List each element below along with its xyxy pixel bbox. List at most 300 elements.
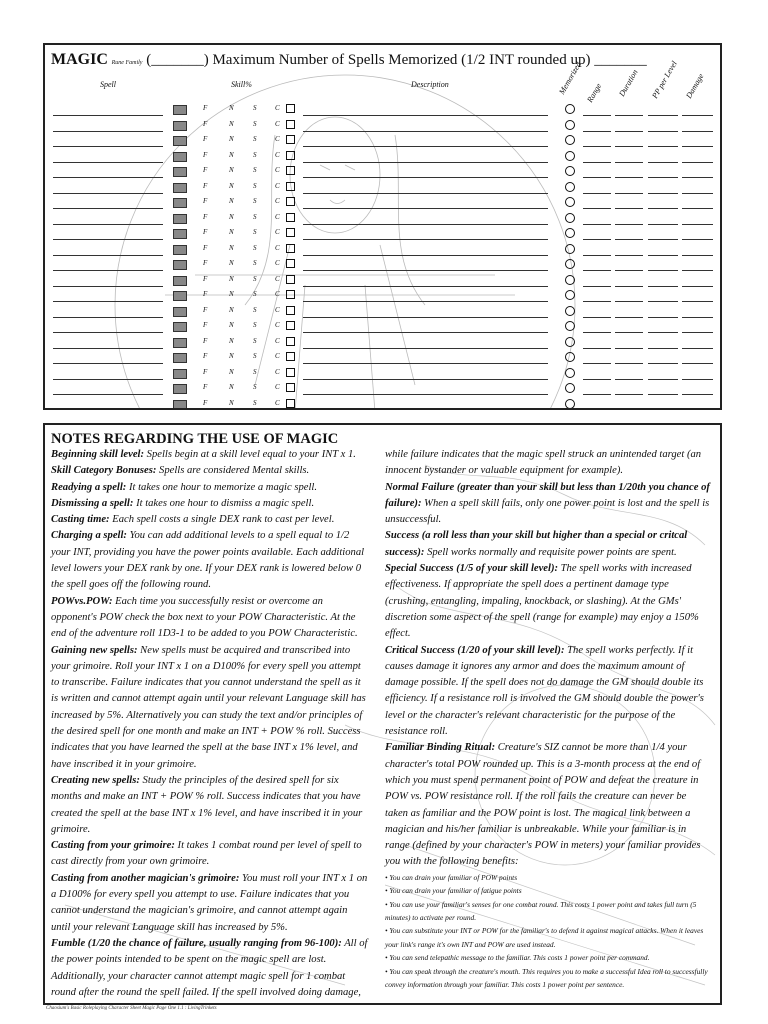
memorized-circle[interactable]: [565, 135, 575, 145]
notes-text: Study the principles of the desired spell for six months and make an INT + POW % roll. Success indicates that you have created the spell at the base INT x 1% level, and have inscribed it in your grimoire.: [51, 774, 363, 835]
row-letter-s: S: [253, 197, 257, 205]
row-letter-f: F: [203, 243, 208, 252]
damage-line[interactable]: [682, 177, 713, 178]
row-letter-n: N: [229, 197, 234, 205]
row-letter-s: S: [253, 135, 257, 143]
range-line[interactable]: [583, 379, 611, 380]
description-line[interactable]: [303, 208, 548, 209]
row-letter-f: F: [203, 104, 208, 112]
duration-line[interactable]: [615, 301, 643, 302]
notes-paragraph: [51, 463, 369, 479]
duration-line[interactable]: [615, 224, 643, 225]
range-line[interactable]: [583, 239, 611, 240]
spell-checkbox[interactable]: [286, 120, 295, 129]
notes-text: It takes one hour to dismiss a magic spell.: [133, 497, 315, 509]
row-letter-f: F: [203, 274, 208, 283]
pp-per-level-line[interactable]: [648, 348, 678, 349]
notes-term: Normal Failure (greater than your skill but less than 1/20th you chance of failure):: [385, 481, 710, 509]
notes-paragraph: [385, 480, 710, 529]
notes-text: The spell works perfectly. If it causes damage it ignores any armor and does the maximum amount of damage possible. If the spell does not do damage the GM should double its efficiency. If a resistance roll is involved the GM should double the power's level or the character's relevant characteristic for the purpose of the resistance roll.: [385, 644, 704, 738]
row-letter-n: N: [229, 321, 234, 329]
spell-name-line[interactable]: [53, 394, 163, 395]
row-letter-f: F: [203, 352, 208, 360]
row-letter-c: C: [275, 398, 280, 407]
magic-title: MAGIC: [51, 51, 108, 68]
skill-box[interactable]: [173, 369, 187, 379]
notes-text: Spells begin at a skill level equal to your INT x 1.: [144, 449, 356, 460]
skill-box[interactable]: [173, 338, 187, 348]
familiar-benefit-bullet: • You can substitute your INT or POW for the familiar's to defend it against magical attacks. When it leaves your link's range it's own INT and POW are used instead.: [385, 926, 704, 949]
memorized-circle[interactable]: [565, 166, 575, 176]
duration-line[interactable]: [615, 177, 643, 178]
max-spells-text: Maximum Number of Spells Memorized (1/2 INT rounded up) _______: [212, 52, 647, 68]
damage-line[interactable]: [682, 394, 713, 395]
duration-line[interactable]: [615, 348, 643, 349]
spell-row: [53, 319, 715, 334]
spell-name-line[interactable]: [53, 270, 163, 271]
notes-term: Gaining new spells:: [51, 644, 138, 656]
range-line[interactable]: [583, 146, 611, 147]
row-letter-n: N: [229, 166, 234, 174]
description-line[interactable]: [303, 332, 548, 333]
damage-line[interactable]: [682, 379, 713, 380]
spell-checkbox[interactable]: [286, 321, 295, 330]
memorized-circle[interactable]: [565, 120, 575, 130]
notes-paragraph: [385, 528, 710, 561]
row-letter-n: N: [229, 150, 234, 159]
row-letter-c: C: [275, 150, 280, 159]
col-range-header: Range: [585, 81, 604, 104]
spell-checkbox[interactable]: [286, 244, 295, 253]
spell-name-line[interactable]: [53, 317, 163, 318]
duration-line[interactable]: [615, 131, 643, 132]
spell-checkbox[interactable]: [286, 368, 295, 377]
row-letter-f: F: [203, 321, 208, 329]
memorized-circle[interactable]: [565, 321, 575, 331]
notes-paragraph: [385, 561, 710, 642]
skill-box[interactable]: [173, 121, 187, 131]
row-letter-c: C: [275, 352, 280, 360]
skill-box[interactable]: [173, 136, 187, 146]
skill-box[interactable]: [173, 198, 187, 208]
pp-per-level-line[interactable]: [648, 193, 678, 194]
damage-line[interactable]: [682, 239, 713, 240]
range-line[interactable]: [583, 131, 611, 132]
spell-name-line[interactable]: [53, 208, 163, 209]
description-line[interactable]: [303, 363, 548, 364]
duration-line[interactable]: [615, 379, 643, 380]
memorized-circle[interactable]: [565, 104, 575, 114]
spell-checkbox[interactable]: [286, 213, 295, 222]
row-letter-n: N: [229, 228, 234, 236]
range-line[interactable]: [583, 286, 611, 287]
notes-paragraph: [385, 447, 710, 480]
row-letter-f: F: [203, 383, 208, 391]
duration-line[interactable]: [615, 255, 643, 256]
row-letter-c: C: [275, 166, 280, 174]
range-line[interactable]: [583, 332, 611, 333]
range-line[interactable]: [583, 348, 611, 349]
damage-line[interactable]: [682, 301, 713, 302]
description-line[interactable]: [303, 115, 548, 116]
spell-name-line[interactable]: [53, 146, 163, 147]
spell-name-line[interactable]: [53, 301, 163, 302]
notes-term: Casting from your grimoire:: [51, 840, 175, 852]
row-letter-s: S: [253, 212, 257, 221]
memorized-circle[interactable]: [565, 259, 575, 269]
row-letter-s: S: [253, 398, 257, 407]
row-letter-s: S: [253, 150, 257, 159]
memorized-circle[interactable]: [565, 213, 575, 223]
col-duration-header: Duration: [617, 68, 640, 98]
row-letter-f: F: [203, 166, 208, 174]
spell-name-line[interactable]: [53, 363, 163, 364]
notes-term: Casting from another magician's grimoire:: [51, 872, 240, 884]
pp-per-level-line[interactable]: [648, 363, 678, 364]
pp-per-level-line[interactable]: [648, 332, 678, 333]
spell-checkbox[interactable]: [286, 166, 295, 175]
damage-line[interactable]: [682, 224, 713, 225]
notes-paragraph: [51, 447, 369, 463]
spell-checkbox[interactable]: [286, 306, 295, 315]
description-line[interactable]: [303, 394, 548, 395]
notes-text: The spell works with increased effectiveness. If appropriate the spell does a pertinent damage type (crushing, entangling, impaling, knockback, or slashing). At the GMs' discretion some aspect of the spell (range for example) may enjoy a 150% effect.: [385, 563, 699, 640]
notes-term: Beginning skill level:: [51, 449, 144, 460]
memorized-circle[interactable]: [565, 399, 575, 409]
notes-text: Spell works normally and requisite power points are spent.: [424, 546, 677, 558]
spell-checkbox[interactable]: [286, 228, 295, 237]
col-skill-header: Skill%: [231, 80, 252, 89]
row-letter-c: C: [275, 228, 280, 236]
duration-line[interactable]: [615, 162, 643, 163]
description-line[interactable]: [303, 193, 548, 194]
skill-box[interactable]: [173, 291, 187, 301]
pp-per-level-line[interactable]: [648, 286, 678, 287]
damage-line[interactable]: [682, 348, 713, 349]
notes-paragraph: [385, 643, 710, 741]
range-line[interactable]: [583, 177, 611, 178]
notes-paragraph: [51, 512, 369, 528]
spell-name-line[interactable]: [53, 177, 163, 178]
spell-row: [53, 180, 715, 195]
memorized-circle[interactable]: [565, 244, 575, 254]
pp-per-level-line[interactable]: [648, 131, 678, 132]
duration-line[interactable]: [615, 193, 643, 194]
duration-line[interactable]: [615, 363, 643, 364]
spell-name-line[interactable]: [53, 224, 163, 225]
duration-line[interactable]: [615, 270, 643, 271]
skill-box[interactable]: [173, 384, 187, 394]
description-line[interactable]: [303, 162, 548, 163]
spell-checkbox[interactable]: [286, 104, 295, 113]
magic-section: [43, 43, 722, 410]
row-letter-c: C: [275, 104, 280, 112]
memorized-circle[interactable]: [565, 383, 575, 393]
skill-box[interactable]: [173, 152, 187, 162]
description-line[interactable]: [303, 146, 548, 147]
spell-row: [53, 273, 715, 288]
duration-line[interactable]: [615, 394, 643, 395]
pp-per-level-line[interactable]: [648, 177, 678, 178]
row-letter-c: C: [275, 212, 280, 221]
pp-per-level-line[interactable]: [648, 239, 678, 240]
spell-checkbox[interactable]: [286, 383, 295, 392]
spell-row: [53, 257, 715, 272]
range-line[interactable]: [583, 255, 611, 256]
notes-text: It takes 1 combat round per level of spell to cast directly from your own grimoire.: [51, 840, 362, 868]
notes-text: Creature's SIZ cannot be more than 1/4 your character's total POW rounded up. This is a 3-month process at the end of which you must spend permanent point of POW and defeat the creature in POW vs. POW resistance roll. If the roll fails the creature can never be taken as familiar and the POW point is lost. The magical link between a magician and his/her familiar is unbreakable. While your familiar is in range (defined by your character's POW in meters) your familiar provides you with the following benefits:: [385, 742, 701, 868]
row-letter-n: N: [229, 243, 234, 252]
row-letter-c: C: [275, 274, 280, 283]
skill-box[interactable]: [173, 245, 187, 255]
description-line[interactable]: [303, 131, 548, 132]
description-line[interactable]: [303, 379, 548, 380]
spell-checkbox[interactable]: [286, 182, 295, 191]
pp-per-level-line[interactable]: [648, 146, 678, 147]
skill-box[interactable]: [173, 260, 187, 270]
row-letter-f: F: [203, 259, 208, 267]
description-line[interactable]: [303, 239, 548, 240]
memorized-circle[interactable]: [565, 306, 575, 316]
skill-box[interactable]: [173, 307, 187, 317]
row-letter-s: S: [253, 166, 257, 174]
duration-line[interactable]: [615, 410, 643, 411]
notes-paragraph: [51, 871, 369, 936]
spell-checkbox[interactable]: [286, 151, 295, 160]
skill-box[interactable]: [173, 322, 187, 332]
spell-row: [53, 381, 715, 396]
notes-paragraph: [51, 480, 369, 496]
range-line[interactable]: [583, 115, 611, 116]
description-line[interactable]: [303, 224, 548, 225]
col-damage-header: Damage: [684, 72, 706, 100]
notes-term: Special Success (1/5 of your skill level):: [385, 563, 559, 575]
range-line[interactable]: [583, 208, 611, 209]
spell-name-line[interactable]: [53, 379, 163, 380]
range-line[interactable]: [583, 394, 611, 395]
row-letter-f: F: [203, 367, 208, 376]
pp-per-level-line[interactable]: [648, 255, 678, 256]
spell-row: [53, 350, 715, 365]
row-letter-f: F: [203, 135, 208, 143]
row-letter-n: N: [229, 274, 234, 283]
damage-line[interactable]: [682, 317, 713, 318]
description-line[interactable]: [303, 410, 548, 411]
familiar-benefit-bullet: • You can drain your familiar of fatigue points: [385, 886, 522, 896]
row-letter-n: N: [229, 336, 234, 345]
damage-line[interactable]: [682, 162, 713, 163]
memorized-circle[interactable]: [565, 290, 575, 300]
pp-per-level-line[interactable]: [648, 301, 678, 302]
notes-paragraph: [51, 594, 369, 643]
description-line[interactable]: [303, 177, 548, 178]
description-line[interactable]: [303, 286, 548, 287]
notes-text: You can add additional levels to a spell equal to 1/2 your INT, providing you have the power points available. Each additional level lowers your DEX rank by one. If your DEX rank is lowered below 0 the spell goes off the following round.: [51, 530, 365, 591]
spell-name-line[interactable]: [53, 115, 163, 116]
range-line[interactable]: [583, 301, 611, 302]
notes-title: NOTES REGARDING THE USE OF MAGIC: [51, 431, 339, 447]
spell-checkbox[interactable]: [286, 197, 295, 206]
pp-per-level-line[interactable]: [648, 208, 678, 209]
spell-checkbox[interactable]: [286, 135, 295, 144]
notes-paragraph: [51, 643, 369, 773]
damage-line[interactable]: [682, 332, 713, 333]
pp-per-level-line[interactable]: [648, 270, 678, 271]
memorized-circle[interactable]: [565, 275, 575, 285]
duration-line[interactable]: [615, 146, 643, 147]
damage-line[interactable]: [682, 115, 713, 116]
pp-per-level-line[interactable]: [648, 115, 678, 116]
spell-name-line[interactable]: [53, 131, 163, 132]
notes-term: Creating new spells:: [51, 774, 140, 786]
familiar-benefit-bullet: • You can speak through the creature's mouth. This requires you to make a successful Idea roll to successfully convey information through your familiar. This costs 1 power point per sentence.: [385, 966, 708, 989]
pp-per-level-line[interactable]: [648, 410, 678, 411]
col-spell-header: Spell: [100, 80, 116, 89]
row-letter-f: F: [203, 290, 208, 298]
range-line[interactable]: [583, 162, 611, 163]
skill-box[interactable]: [173, 400, 187, 410]
spell-checkbox[interactable]: [286, 352, 295, 361]
pp-per-level-line[interactable]: [648, 224, 678, 225]
row-letter-n: N: [229, 352, 234, 360]
spell-name-line[interactable]: [53, 348, 163, 349]
row-letter-f: F: [203, 228, 208, 236]
spell-name-line[interactable]: [53, 162, 163, 163]
damage-line[interactable]: [682, 363, 713, 364]
skill-box[interactable]: [173, 105, 187, 115]
description-line[interactable]: [303, 270, 548, 271]
pp-per-level-line[interactable]: [648, 379, 678, 380]
range-line[interactable]: [583, 363, 611, 364]
pp-per-level-line[interactable]: [648, 394, 678, 395]
description-line[interactable]: [303, 348, 548, 349]
memorized-circle[interactable]: [565, 368, 575, 378]
notes-section: [43, 423, 722, 1005]
damage-line[interactable]: [682, 146, 713, 147]
magic-header: [51, 51, 647, 69]
range-line[interactable]: [583, 224, 611, 225]
memorized-circle[interactable]: [565, 352, 575, 362]
row-letter-s: S: [253, 383, 257, 391]
spell-row: [53, 149, 715, 164]
row-letter-c: C: [275, 321, 280, 329]
footer-credit: Chaosium's Basic Roleplaying Character Sheet Magic Page One 1.1 : LivingTrinkets: [46, 1006, 217, 1011]
duration-line[interactable]: [615, 332, 643, 333]
damage-line[interactable]: [682, 131, 713, 132]
notes-term: Casting time:: [51, 514, 110, 526]
duration-line[interactable]: [615, 239, 643, 240]
damage-line[interactable]: [682, 410, 713, 411]
damage-line[interactable]: [682, 208, 713, 209]
duration-line[interactable]: [615, 208, 643, 209]
notes-left-column: [51, 447, 369, 1005]
range-line[interactable]: [583, 193, 611, 194]
notes-paragraph: [51, 838, 369, 871]
memorized-circle[interactable]: [565, 197, 575, 207]
range-line[interactable]: [583, 317, 611, 318]
skill-box[interactable]: [173, 276, 187, 286]
skill-box[interactable]: [173, 183, 187, 193]
memorized-circle[interactable]: [565, 182, 575, 192]
rune-family-label: Rune Family: [111, 60, 143, 66]
memorized-circle[interactable]: [565, 337, 575, 347]
row-letter-n: N: [229, 259, 234, 267]
spell-checkbox[interactable]: [286, 259, 295, 268]
skill-box[interactable]: [173, 167, 187, 177]
damage-line[interactable]: [682, 270, 713, 271]
notes-term: Charging a spell:: [51, 530, 127, 542]
row-letter-n: N: [229, 290, 234, 298]
spell-name-line[interactable]: [53, 193, 163, 194]
damage-line[interactable]: [682, 286, 713, 287]
duration-line[interactable]: [615, 115, 643, 116]
notes-text: New spells must be acquired and transcribed into your grimoire. Roll your INT x 1 on a D100% for every spell you attempt to transcribe. Failure indicates that you cannot understand the spell as it is written and cannot attempt again until your relevant Language skill has increased by 5%. Alternatively you can study the text and/or principles of the desired spell for one month and make an INT + POW % roll. Success indicates that you have learned the spell at the base INT x 1% level, and have inscribed it in your grimoire.: [51, 644, 366, 770]
row-letter-s: S: [253, 259, 257, 267]
range-line[interactable]: [583, 270, 611, 271]
description-line[interactable]: [303, 301, 548, 302]
row-letter-c: C: [275, 336, 280, 345]
memorized-circle[interactable]: [565, 151, 575, 161]
skill-box[interactable]: [173, 353, 187, 363]
damage-line[interactable]: [682, 193, 713, 194]
spell-checkbox[interactable]: [286, 399, 295, 408]
row-letter-s: S: [253, 305, 257, 314]
spell-row: [53, 288, 715, 303]
spell-checkbox[interactable]: [286, 290, 295, 299]
description-line[interactable]: [303, 317, 548, 318]
spell-row: [53, 211, 715, 226]
notes-paragraph: [51, 936, 369, 1005]
row-letter-f: F: [203, 197, 208, 205]
notes-term: Familiar Binding Ritual:: [385, 742, 496, 754]
row-letter-s: S: [253, 104, 257, 112]
notes-text: You must roll your INT x 1 on a D100% for every spell you attempt to use. Failure indicates that you cannot understand the magician's grimoire, and cannot attempt again until your relevant Language skill has increased by 5%.: [51, 872, 368, 933]
rune-family-blank[interactable]: (_______): [146, 52, 209, 68]
memorized-circle[interactable]: [565, 228, 575, 238]
spell-row: [53, 133, 715, 148]
notes-right-column: [385, 447, 710, 991]
spell-row: [53, 335, 715, 350]
familiar-benefit-bullet: • You can drain your familiar of POW points: [385, 872, 518, 882]
col-pp-per-level-header: PP per Level: [650, 59, 679, 100]
spell-row: [53, 226, 715, 241]
skill-box[interactable]: [173, 214, 187, 224]
duration-line[interactable]: [615, 317, 643, 318]
spell-row: [53, 366, 715, 381]
notes-term: Success (a roll less than your skill but higher than a special or critcal success):: [385, 530, 688, 558]
spell-name-line[interactable]: [53, 239, 163, 240]
row-letter-s: S: [253, 352, 257, 360]
spell-checkbox[interactable]: [286, 337, 295, 346]
spell-name-line[interactable]: [53, 332, 163, 333]
pp-per-level-line[interactable]: [648, 317, 678, 318]
description-line[interactable]: [303, 255, 548, 256]
spell-name-line[interactable]: [53, 255, 163, 256]
row-letter-n: N: [229, 398, 234, 407]
row-letter-c: C: [275, 197, 280, 205]
row-letter-n: N: [229, 383, 234, 391]
spell-name-line[interactable]: [53, 286, 163, 287]
range-line[interactable]: [583, 410, 611, 411]
skill-box[interactable]: [173, 229, 187, 239]
pp-per-level-line[interactable]: [648, 162, 678, 163]
notes-text: It takes one hour to memorize a magic spell.: [126, 481, 317, 493]
spell-row: [53, 102, 715, 117]
spell-checkbox[interactable]: [286, 275, 295, 284]
spell-name-line[interactable]: [53, 410, 163, 411]
damage-line[interactable]: [682, 255, 713, 256]
duration-line[interactable]: [615, 286, 643, 287]
